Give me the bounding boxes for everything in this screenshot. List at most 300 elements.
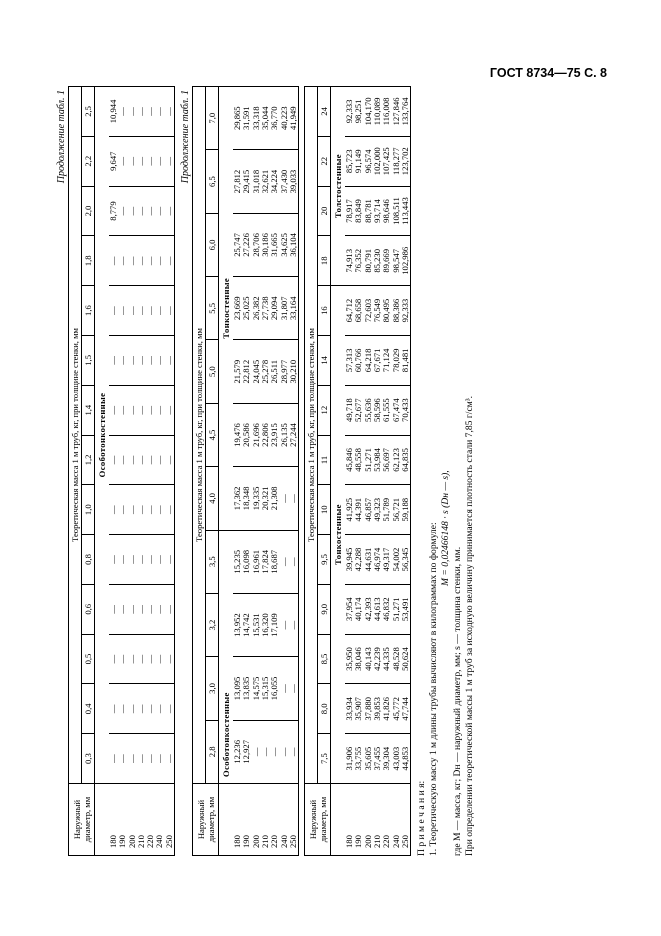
mass-cell: 71,124 [382, 335, 391, 385]
table-row [280, 87, 289, 856]
mass-cell: — [137, 136, 146, 186]
mass-cell: 30,210 [289, 340, 299, 403]
mass-cell: 88,386 [392, 286, 401, 336]
mass-cell: — [289, 593, 299, 656]
mass-cell: 17,109 [270, 593, 279, 656]
diameter-cell: 250 [401, 784, 411, 856]
mass-cell: — [137, 734, 146, 784]
mass-cell: — [165, 286, 175, 336]
mass-cell: 49,718 [345, 385, 354, 435]
diameter-cell: 210 [137, 784, 146, 856]
mass-cell: 33,755 [354, 734, 363, 784]
note-1-legend: где M — масса, кг; Dн — наружный диаметр, мм; s — толщина стенки, мм. [452, 546, 464, 856]
table-row [252, 87, 261, 856]
mass-cell: 51,789 [382, 485, 391, 535]
mass-cell: 68,658 [354, 286, 363, 336]
mass-cell: 23,915 [270, 403, 279, 466]
mass-cell: — [280, 657, 289, 720]
mass-cell: 16,098 [242, 530, 251, 593]
table-3 [304, 86, 411, 856]
mass-cell: 113,443 [401, 186, 411, 236]
mass-cell: — [155, 136, 164, 186]
mass-cell: — [109, 335, 118, 385]
mass-cell: 92,333 [401, 286, 411, 336]
table-3-block [304, 86, 411, 856]
diameter-header: Наружный диаметр, мм [305, 784, 331, 856]
diameter-header: Наружный диаметр, мм [69, 784, 95, 856]
mass-cell: 18,348 [242, 467, 251, 530]
mass-cell: — [128, 634, 137, 684]
mass-cell: — [146, 535, 155, 585]
mass-cell: 25,747 [233, 213, 242, 276]
notes [416, 86, 476, 856]
mass-cell: 14,575 [252, 657, 261, 720]
mass-cell: — [146, 584, 155, 634]
section-row [331, 87, 346, 856]
mass-cell: — [137, 684, 146, 734]
diameter-cell: 180 [345, 784, 354, 856]
thickness-col-header: 3,0 [206, 657, 219, 720]
thickness-col-header: 1,2 [82, 435, 95, 485]
mass-cell: — [289, 530, 299, 593]
mass-cell: 57,313 [345, 335, 354, 385]
mass-cell: — [165, 535, 175, 585]
thickness-col-header: 0,5 [82, 634, 95, 684]
mass-cell: 45,772 [392, 684, 401, 734]
thickness-col-header: 9,5 [318, 535, 331, 585]
mass-cell: — [155, 335, 164, 385]
section-spacer [95, 784, 110, 856]
diameter-cell: 180 [109, 784, 118, 856]
section-spacer [331, 784, 346, 856]
thickness-col-header: 10 [318, 485, 331, 535]
mass-cell: 92,333 [345, 87, 354, 137]
mass-cell: — [128, 186, 137, 236]
mass-cell: — [146, 734, 155, 784]
mass-cell: — [118, 87, 127, 137]
mass-cell: — [109, 535, 118, 585]
group-header: Теоретическая масса 1 м труб, кг, при толщине стенки, мм [69, 87, 82, 784]
mass-cell: 45,846 [345, 435, 354, 485]
mass-cell: 39,945 [345, 535, 354, 585]
thickness-col-header: 0,3 [82, 734, 95, 784]
mass-cell: — [128, 734, 137, 784]
mass-cell: 53,984 [373, 435, 382, 485]
mass-cell: — [109, 584, 118, 634]
mass-cell: 41,949 [289, 87, 299, 150]
mass-cell: 28,977 [280, 340, 289, 403]
mass-cell: — [155, 485, 164, 535]
mass-cell: 33,934 [345, 684, 354, 734]
mass-cell: 42,288 [354, 535, 363, 585]
page-header: ГОСТ 8734—75 С. 8 [489, 66, 607, 80]
diameter-cell: 190 [118, 784, 127, 856]
mass-cell: — [137, 286, 146, 336]
table-row [165, 87, 175, 856]
mass-cell: — [289, 720, 299, 783]
mass-cell: — [128, 136, 137, 186]
mass-cell: 40,223 [280, 87, 289, 150]
thickness-col-header: 8,5 [318, 634, 331, 684]
mass-cell: 44,335 [382, 634, 391, 684]
diameter-cell: 200 [128, 784, 137, 856]
mass-cell: 33,164 [289, 277, 299, 340]
mass-cell: 59,188 [401, 485, 411, 535]
diameter-cell: 180 [233, 784, 242, 856]
mass-cell: 35,950 [345, 634, 354, 684]
thickness-col-header: 2,0 [82, 186, 95, 236]
notes-title: П р и м е ч а н и я: [416, 780, 428, 856]
mass-cell: 37,430 [280, 150, 289, 213]
mass-cell: 20,321 [261, 467, 270, 530]
mass-cell: — [146, 236, 155, 286]
section-label: Особотонкостенные [95, 87, 110, 784]
mass-cell: — [118, 385, 127, 435]
mass-cell: 93,714 [373, 186, 382, 236]
mass-cell: — [118, 236, 127, 286]
mass-cell: 21,696 [252, 403, 261, 466]
section-label-left: Тонкостенные [331, 286, 346, 784]
mass-cell: 12,236 [233, 720, 242, 783]
section-row [219, 87, 234, 856]
mass-cell: 16,961 [252, 530, 261, 593]
mass-cell: — [109, 286, 118, 336]
table-row [128, 87, 137, 856]
mass-cell: — [128, 236, 137, 286]
mass-cell: 13,952 [233, 593, 242, 656]
table-row [146, 87, 155, 856]
mass-cell: 17,362 [233, 467, 242, 530]
mass-cell: 37,954 [345, 584, 354, 634]
mass-cell: — [165, 136, 175, 186]
mass-cell: 37,455 [373, 734, 382, 784]
mass-cell: 74,913 [345, 236, 354, 286]
mass-cell: — [165, 87, 175, 137]
thickness-col-header: 4,0 [206, 467, 219, 530]
mass-cell: — [165, 385, 175, 435]
mass-cell: 46,974 [373, 535, 382, 585]
mass-cell: 28,706 [252, 213, 261, 276]
mass-cell: — [137, 335, 146, 385]
mass-cell: 44,631 [364, 535, 373, 585]
mass-cell: 26,511 [270, 340, 279, 403]
mass-cell: 16,055 [270, 657, 279, 720]
mass-cell: 133,764 [401, 87, 411, 137]
mass-cell: 104,170 [364, 87, 373, 137]
thickness-col-header: 4,5 [206, 403, 219, 466]
table-row [109, 87, 118, 856]
mass-cell: — [146, 136, 155, 186]
mass-cell: — [128, 286, 137, 336]
mass-cell: — [118, 136, 127, 186]
thickness-col-header: 12 [318, 385, 331, 435]
mass-cell: 44,853 [401, 734, 411, 784]
table-row [242, 87, 251, 856]
mass-cell: 91,149 [354, 136, 363, 186]
thickness-col-header: 2,8 [206, 720, 219, 783]
mass-cell: 42,393 [364, 584, 373, 634]
mass-cell: 27,812 [233, 150, 242, 213]
thickness-col-header: 0,8 [82, 535, 95, 585]
diameter-cell: 190 [354, 784, 363, 856]
mass-cell: 39,033 [289, 150, 299, 213]
group-header: Теоретическая масса 1 м труб, кг, при толщине стенки, мм [305, 87, 318, 784]
mass-cell: 70,433 [401, 385, 411, 435]
thickness-col-header: 5,0 [206, 340, 219, 403]
mass-cell: — [146, 385, 155, 435]
mass-cell: 27,226 [242, 213, 251, 276]
group-header: Теоретическая масса 1 м труб, кг, при толщине стенки, мм [193, 87, 206, 784]
mass-cell: 37,880 [364, 684, 373, 734]
diameter-cell: 220 [270, 784, 279, 856]
thickness-col-header: 1,6 [82, 286, 95, 336]
mass-cell: 9,647 [109, 136, 118, 186]
table-row [118, 87, 127, 856]
mass-cell: — [146, 435, 155, 485]
mass-cell: 43,003 [392, 734, 401, 784]
table-row [261, 87, 270, 856]
mass-cell: 52,677 [354, 385, 363, 435]
mass-cell: 15,315 [261, 657, 270, 720]
mass-cell: — [118, 435, 127, 485]
diameter-cell: 240 [155, 784, 164, 856]
mass-cell: 85,723 [345, 136, 354, 186]
diameter-cell: 200 [252, 784, 261, 856]
mass-cell: 41,925 [345, 485, 354, 535]
diameter-cell: 220 [146, 784, 155, 856]
mass-cell: 15,531 [252, 593, 261, 656]
mass-cell: — [289, 467, 299, 530]
mass-cell: 116,008 [382, 87, 391, 137]
mass-cell: — [137, 435, 146, 485]
diameter-cell: 220 [382, 784, 391, 856]
mass-cell: — [137, 385, 146, 435]
mass-cell: 39,853 [373, 684, 382, 734]
table-2-block [180, 86, 299, 856]
mass-cell: — [155, 584, 164, 634]
thickness-col-header: 7,0 [206, 87, 219, 150]
table-row [137, 87, 146, 856]
mass-cell: 18,687 [270, 530, 279, 593]
mass-cell: 55,636 [364, 385, 373, 435]
mass-cell: — [128, 485, 137, 535]
mass-cell: — [109, 236, 118, 286]
mass-cell: — [128, 584, 137, 634]
mass-cell: 98,251 [354, 87, 363, 137]
section-label-left: Особотонкостенные [219, 530, 234, 783]
mass-cell: 83,849 [354, 186, 363, 236]
mass-cell: — [118, 584, 127, 634]
thickness-col-header: 2,2 [82, 136, 95, 186]
mass-cell: — [155, 535, 164, 585]
mass-cell: 26,382 [252, 277, 261, 340]
mass-cell: 67,474 [392, 385, 401, 435]
table-2 [192, 86, 299, 856]
mass-cell: — [146, 684, 155, 734]
mass-cell: — [128, 385, 137, 435]
mass-cell: 49,323 [373, 485, 382, 535]
mass-cell: 38,046 [354, 634, 363, 684]
mass-cell: 39,304 [382, 734, 391, 784]
mass-cell: 30,186 [261, 213, 270, 276]
thickness-col-header: 20 [318, 186, 331, 236]
mass-cell: — [118, 286, 127, 336]
mass-cell: 102,000 [373, 136, 382, 186]
mass-cell: — [155, 734, 164, 784]
mass-cell: — [128, 335, 137, 385]
mass-cell: — [118, 485, 127, 535]
mass-cell: 96,574 [364, 136, 373, 186]
mass-cell: 13,835 [242, 657, 251, 720]
mass-cell: 19,335 [252, 467, 261, 530]
mass-cell: 40,143 [364, 634, 373, 684]
mass-cell: — [146, 286, 155, 336]
table-row [155, 87, 164, 856]
mass-cell: — [137, 236, 146, 286]
mass-cell: 25,025 [242, 277, 251, 340]
mass-cell: — [155, 186, 164, 236]
thickness-col-header: 0,6 [82, 584, 95, 634]
thickness-col-header: 16 [318, 286, 331, 336]
mass-cell: 44,613 [373, 584, 382, 634]
mass-cell: — [109, 634, 118, 684]
mass-cell: — [280, 720, 289, 783]
mass-cell: 46,857 [364, 485, 373, 535]
mass-cell: 40,174 [354, 584, 363, 634]
diameter-cell: 250 [289, 784, 299, 856]
mass-cell: — [155, 385, 164, 435]
mass-cell: 80,495 [382, 286, 391, 336]
mass-cell: 36,770 [270, 87, 279, 150]
mass-cell: — [146, 335, 155, 385]
mass-cell: — [118, 535, 127, 585]
diameter-cell: 210 [261, 784, 270, 856]
section-spacer [219, 784, 234, 856]
mass-cell: 56,345 [401, 535, 411, 585]
continuation-label-1: Продолжение табл. 1 [56, 90, 67, 184]
rotated-content [56, 86, 616, 856]
mass-cell: 20,586 [242, 403, 251, 466]
thickness-col-header: 6,0 [206, 213, 219, 276]
mass-cell: 31,665 [270, 213, 279, 276]
mass-cell: — [280, 593, 289, 656]
mass-cell: 88,781 [364, 186, 373, 236]
mass-cell: 64,712 [345, 286, 354, 336]
mass-cell: 118,277 [392, 136, 401, 186]
diameter-cell: 210 [373, 784, 382, 856]
mass-cell: — [128, 87, 137, 137]
mass-cell: — [165, 584, 175, 634]
thickness-col-header: 11 [318, 435, 331, 485]
mass-cell: — [280, 530, 289, 593]
mass-cell: — [137, 584, 146, 634]
mass-cell: 21,308 [270, 467, 279, 530]
mass-cell: 44,391 [354, 485, 363, 535]
mass-cell: 76,352 [354, 236, 363, 286]
mass-cell: 24,045 [252, 340, 261, 403]
mass-cell: — [146, 485, 155, 535]
mass-cell: 16,320 [261, 593, 270, 656]
thickness-col-header: 1,5 [82, 335, 95, 385]
mass-cell: 29,415 [242, 150, 251, 213]
table-row [270, 87, 279, 856]
table-row [401, 87, 411, 856]
note-1: 1. Теоретическую массу 1 м длины трубы вычисляют в килограммах по формуле: [428, 522, 440, 856]
mass-cell: 61,555 [382, 385, 391, 435]
mass-cell: 31,906 [345, 734, 354, 784]
section-row [95, 87, 110, 856]
mass-cell: 19,476 [233, 403, 242, 466]
mass-cell: 123,702 [401, 136, 411, 186]
mass-cell: 41,826 [382, 684, 391, 734]
mass-cell: — [165, 684, 175, 734]
mass-cell: 56,697 [382, 435, 391, 485]
diameter-cell: 190 [242, 784, 251, 856]
mass-cell: 27,244 [289, 403, 299, 466]
mass-cell: — [146, 634, 155, 684]
mass-cell: 89,669 [382, 236, 391, 286]
mass-cell: 34,224 [270, 150, 279, 213]
mass-cell: 64,835 [401, 435, 411, 485]
mass-cell: — [137, 485, 146, 535]
mass-cell: 22,812 [242, 340, 251, 403]
mass-cell: 53,491 [401, 584, 411, 634]
mass-cell: 107,425 [382, 136, 391, 186]
thickness-col-header: 8,0 [318, 684, 331, 734]
mass-cell: — [128, 535, 137, 585]
mass-cell: — [155, 435, 164, 485]
mass-cell: 60,766 [354, 335, 363, 385]
mass-cell: 48,528 [392, 634, 401, 684]
mass-cell: — [289, 657, 299, 720]
mass-cell: — [128, 684, 137, 734]
thickness-col-header: 7,5 [318, 734, 331, 784]
mass-cell: — [165, 335, 175, 385]
mass-cell: 17,824 [261, 530, 270, 593]
thickness-col-header: 3,5 [206, 530, 219, 593]
mass-cell: 48,558 [354, 435, 363, 485]
mass-cell: 36,104 [289, 213, 299, 276]
mass-cell: — [109, 435, 118, 485]
mass-cell: 35,907 [354, 684, 363, 734]
thickness-col-header: 3,2 [206, 593, 219, 656]
note-1-density: При определении теоретической массы 1 м труб за исходную величину принимается плотность стали 7,85 г/см³. [464, 395, 476, 856]
diameter-cell: 240 [392, 784, 401, 856]
mass-cell: — [155, 87, 164, 137]
mass-cell: 23,669 [233, 277, 242, 340]
mass-cell: 31,807 [280, 277, 289, 340]
mass-cell: 29,094 [270, 277, 279, 340]
mass-cell: — [137, 634, 146, 684]
mass-cell: — [155, 684, 164, 734]
mass-cell: 58,596 [373, 385, 382, 435]
thickness-col-header: 1,8 [82, 236, 95, 286]
mass-cell: — [280, 467, 289, 530]
mass-cell: 98,646 [382, 186, 391, 236]
mass-cell: 14,742 [242, 593, 251, 656]
mass-formula: M = 0,02466148 · s (Dн — s), [440, 470, 452, 586]
mass-cell: — [155, 634, 164, 684]
thickness-col-header: 1,4 [82, 385, 95, 435]
mass-cell: — [165, 734, 175, 784]
mass-cell: — [109, 684, 118, 734]
mass-cell: 25,278 [261, 340, 270, 403]
thickness-col-header: 6,5 [206, 150, 219, 213]
continuation-label-2: Продолжение табл. 1 [180, 90, 192, 184]
diameter-cell: 200 [364, 784, 373, 856]
mass-cell: — [137, 186, 146, 236]
diameter-cell: 240 [280, 784, 289, 856]
